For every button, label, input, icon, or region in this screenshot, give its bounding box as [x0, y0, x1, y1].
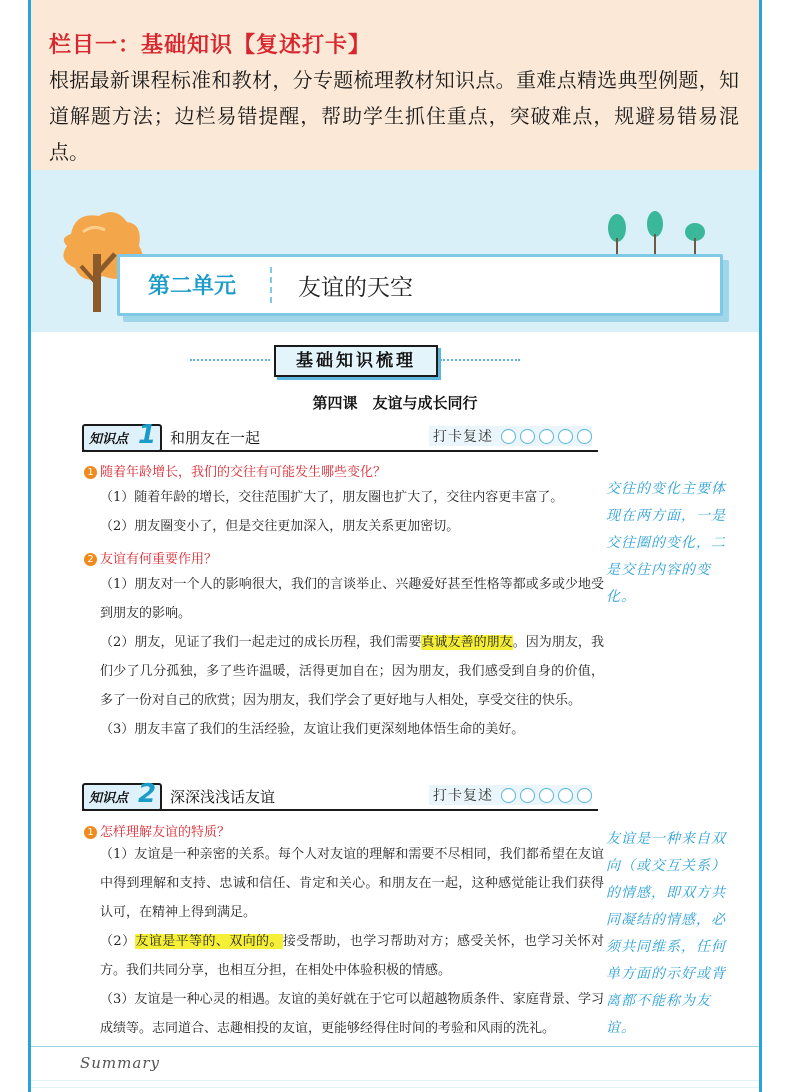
answer-line: （1）随着年龄的增长，交往范围扩大了，朋友圈也扩大了，交往内容更丰富了。 [100, 490, 564, 505]
check-circle-icon[interactable] [520, 788, 535, 803]
section-label: 基础知识梳理 [274, 345, 438, 377]
small-trees-icon [603, 210, 723, 260]
question-number-badge: 1 [84, 826, 97, 839]
knowledge-point-number: 2 [138, 779, 157, 809]
knowledge-point-tag-label: 知识点 [89, 432, 129, 447]
check-in-label: 打卡复述 [433, 429, 493, 445]
check-circle-icon[interactable] [558, 429, 573, 444]
question-number-badge: 2 [84, 553, 97, 566]
dotted-line-right [440, 359, 520, 361]
intro-banner [31, 0, 759, 170]
question-text: 友谊有何重要作用？ [100, 552, 218, 567]
knowledge-point-title: 深深浅浅话友谊 [170, 788, 276, 806]
page-frame-right [759, 0, 762, 1092]
question-1 [84, 461, 386, 480]
question-text: 怎样理解友谊的特质？ [100, 825, 231, 840]
unit-name: 友谊的天空 [298, 275, 413, 301]
summary-ruled-lines [31, 1074, 759, 1092]
answer-text: （2） [100, 934, 136, 949]
highlighted-text: 真诚友善的朋友 [421, 635, 513, 650]
check-circle-icon[interactable] [501, 429, 516, 444]
answer-text: 。因为朋友，我们少了几分孤独，多了些许温暖，活得更加自在；因为朋友，我们感受到自身的价值，多了一份对自己的欣赏；因为朋友，我们学会了更好地与人相处，享受交往的快乐。 [100, 635, 604, 708]
question-3 [84, 821, 230, 840]
check-in-tracker [429, 785, 592, 805]
check-circle-icon[interactable] [558, 788, 573, 803]
unit-number: 第二单元 [148, 273, 237, 299]
check-circle-icon[interactable] [539, 429, 554, 444]
answer-block [100, 840, 604, 1043]
intro-body: 根据最新课程标准和教材，分专题梳理教材知识点。重难点精选典型例题，知道解题方法；边栏易错提醒，帮助学生抓住重点，突破难点，规避易错易混点。 [49, 68, 739, 164]
answer-paragraph: （3）朋友丰富了我们的生活经验，友谊让我们更深刻地体悟生命的美好。 [100, 722, 525, 737]
answer-text: （2）朋友，见证了我们一起走过的成长历程，我们需要 [100, 635, 422, 650]
check-circle-icon[interactable] [577, 429, 592, 444]
knowledge-point-number: 1 [138, 420, 157, 450]
answer-paragraph: （3）友谊是一种心灵的相遇。友谊的美好就在于它可以超越物质条件、家庭背景、学习成绩等。志同道合、志趣相投的友谊，更能够经得住时间的考验和风雨的洗礼。 [100, 992, 604, 1036]
question-2 [84, 548, 217, 567]
knowledge-point-1-bar [82, 420, 598, 452]
margin-note: 友谊是一种来自双向（或交互关系）的情感，即双方共同凝结的情感，必须共同维系，任何单方面的示好或背离都不能称为友谊。 [606, 831, 726, 1036]
answer-paragraph: （1）朋友对一个人的影响很大，我们的言谈举止、兴趣爱好甚至性格等都或多或少地受到朋友的影响。 [100, 577, 604, 621]
answer-line: （2）朋友圈变小了，但是交往更加深入，朋友关系更加密切。 [100, 519, 460, 534]
answer-paragraph [100, 628, 604, 715]
check-in-tracker [429, 426, 592, 446]
section-heading [190, 345, 520, 375]
knowledge-point-tag [82, 779, 162, 811]
intro-title: 栏目一：基础知识【复述打卡】 [49, 33, 372, 58]
knowledge-point-2-bar [82, 779, 598, 811]
check-in-label: 打卡复述 [433, 788, 493, 804]
question-text: 随着年龄增长，我们的交往有可能发生哪些变化？ [100, 465, 387, 480]
unit-header-area [31, 170, 759, 332]
check-circle-icon[interactable] [539, 788, 554, 803]
check-circle-icon[interactable] [577, 788, 592, 803]
answer-text: 接受帮助，也学习帮助对方；感受关怀，也学习关怀对方。我们共同分享，也相互分担，在相处中体验积极的情感。 [100, 934, 604, 978]
answer-paragraph [100, 927, 604, 985]
margin-note: 交往的变化主要体现在两方面，一是交往圈的变化，二是交往内容的变化。 [606, 481, 726, 605]
answer-paragraph: （1）友谊是一种亲密的关系。每个人对友谊的理解和需要不尽相同，我们都希望在友谊中得到理解和支持、忠诚和信任、肯定和关心。和朋友在一起，这种感觉能让我们获得认可，在精神上得到满足。 [100, 847, 604, 920]
knowledge-point-title: 和朋友在一起 [170, 429, 261, 447]
highlighted-text: 友谊是平等的、双向的。 [135, 934, 283, 949]
check-circle-icon[interactable] [520, 429, 535, 444]
unit-divider [270, 267, 272, 303]
question-number-badge: 1 [84, 466, 97, 479]
summary-label: Summary [80, 1054, 160, 1072]
unit-title-box [117, 254, 723, 316]
summary-divider [31, 1046, 759, 1047]
lesson-title: 第四课 友谊与成长同行 [312, 394, 478, 412]
check-circle-icon[interactable] [501, 788, 516, 803]
knowledge-point-tag-label: 知识点 [89, 791, 129, 806]
answer-block [100, 570, 604, 744]
knowledge-point-tag [82, 420, 162, 452]
answer-block [100, 483, 604, 541]
dotted-line-left [190, 359, 270, 361]
